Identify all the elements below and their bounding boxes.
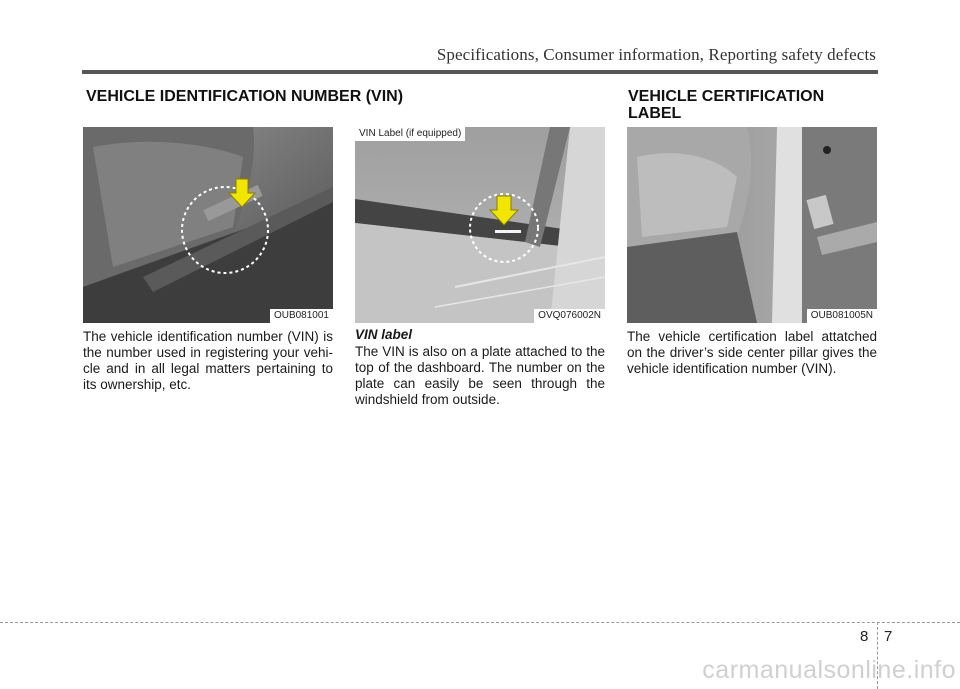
vin-heading: VEHICLE IDENTIFICATION NUMBER (VIN) (86, 88, 404, 105)
cert-heading-line1: VEHICLE CERTIFICATION (628, 88, 825, 105)
cert-pillar-photo-code: OUB081005N (807, 309, 877, 323)
vin-body-text: The vehicle identification number (VIN) is the number used in registering your vehi-cle and in all legal matters pertaining to its ownership, etc. (83, 329, 333, 392)
header-rule (82, 70, 878, 74)
page-number: 7 (884, 628, 893, 645)
vin-floor-photo-code: OUB081001 (270, 309, 333, 323)
cert-heading-line2: LABEL (628, 105, 682, 122)
page-chapter: 8 (860, 628, 869, 645)
vin-windshield-caption: VIN Label (if equipped) (355, 127, 465, 141)
cert-pillar-photo (627, 127, 877, 323)
vin-label-body-text: The VIN is also on a plate attached to the top of the dashboard. The number on the plate can easily be seen through the windshield from outside. (355, 344, 605, 407)
vin-windshield-photo (355, 127, 605, 323)
vin-label-subheading: VIN label (355, 327, 413, 342)
vin-windshield-photo-code: OVQ076002N (534, 309, 605, 323)
vin-floor-photo (83, 127, 333, 323)
cert-body-text: The vehicle certification label attatched on the driver’s side center pillar gives the vehicle identification number (VIN). (627, 329, 877, 376)
bottom-rule (0, 622, 960, 623)
watermark: carmanualsonline.info (702, 656, 956, 684)
cert-heading (628, 88, 824, 122)
header-title: Specifications, Consumer information, Reporting safety defects (436, 45, 876, 64)
